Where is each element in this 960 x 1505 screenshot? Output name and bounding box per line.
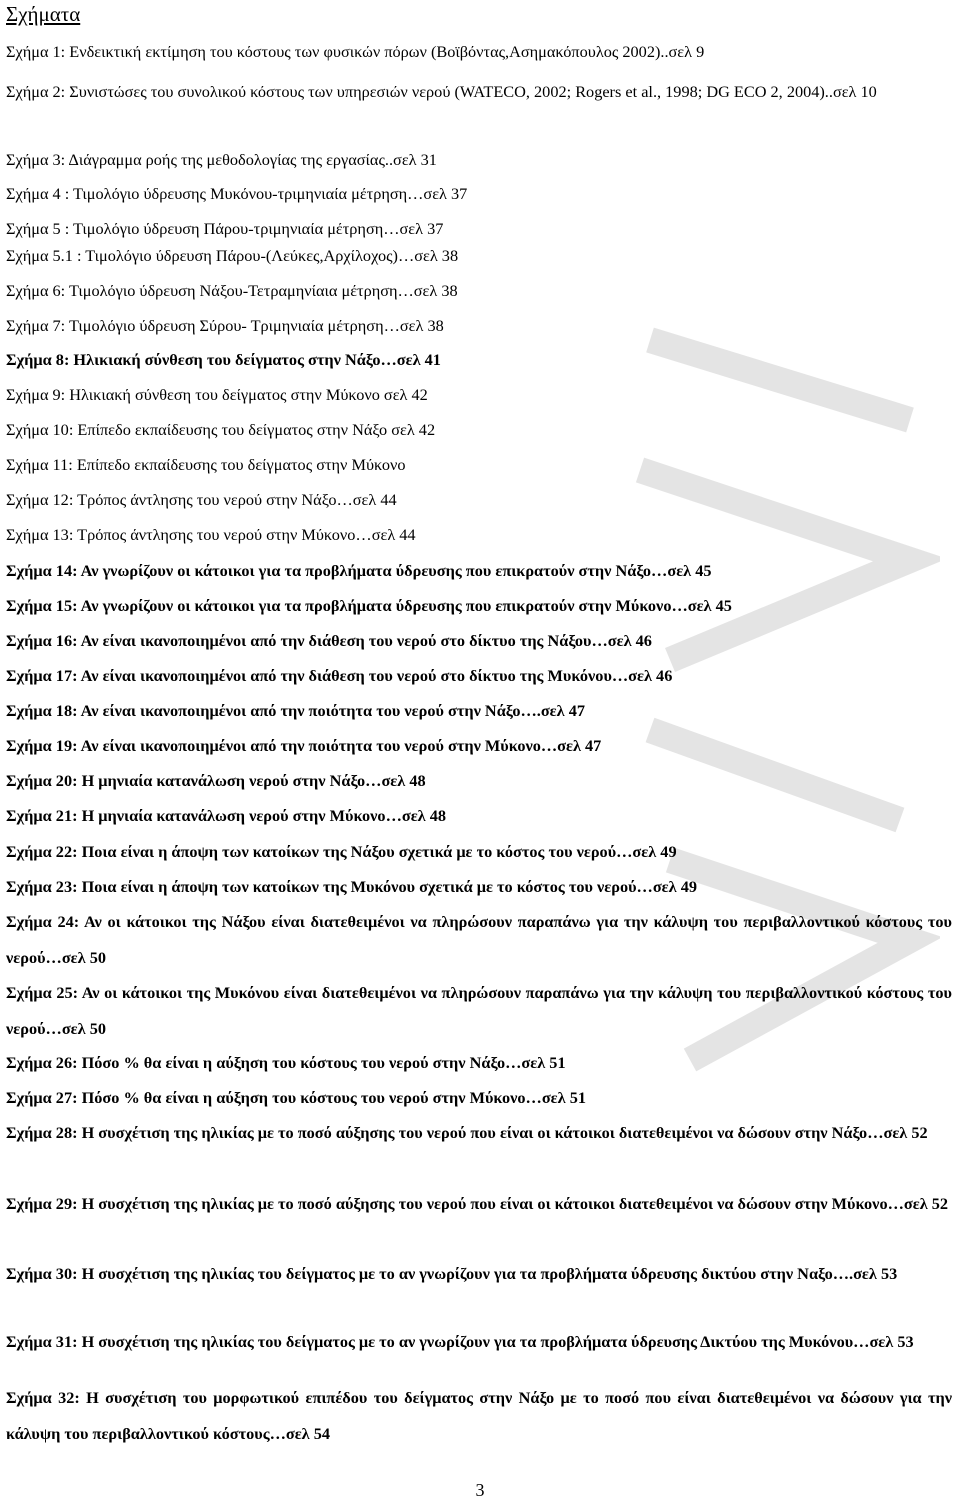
list-item: Σχήμα 4 : Τιμολόγιο ύδρευσης Μυκόνου-τριμηνιαία μέτρηση…σελ 37 — [6, 184, 468, 203]
list-item: Σχήμα 26: Πόσο % θα είναι η αύξηση του κόστους του νερού στην Νάξο…σελ 51 — [6, 1053, 566, 1072]
list-item: Σχήμα 28: Η συσχέτιση της ηλικίας με το ποσό αύξησης του νερού που είναι οι κάτοικοι διατεθειμένοι να δώσουν στην Νάξο…σελ 52 — [6, 1123, 928, 1142]
list-item: Σχήμα 14: Αν γνωρίζουν οι κάτοικοι για τα προβλήματα ύδρευσης που επικρατούν στην Νάξο…σελ 45 — [6, 561, 712, 580]
list-item: Σχήμα 12: Τρόπος άντλησης του νερού στην Νάξο…σελ 44 — [6, 490, 397, 509]
list-item: Σχήμα 11: Επίπεδο εκπαίδευσης του δείγματος στην Μύκονο — [6, 455, 406, 474]
list-item: Σχήμα 29: Η συσχέτιση της ηλικίας με το ποσό αύξησης του νερού που είναι οι κάτοικοι διατεθειμένοι να δώσουν στην Μύκονο…σελ 52 — [6, 1194, 949, 1213]
list-item: Σχήμα 16: Αν είναι ικανοποιημένοι από την διάθεση του νερού στο δίκτυο της Νάξου…σελ 46 — [6, 631, 652, 650]
list-item: Σχήμα 2: Συνιστώσες του συνολικού κόστους των υπηρεσιών νερού (WATECO, 2002; Rogers et al., 1998; DG ECO 2, 2004)..σελ 10 — [6, 82, 877, 101]
list-item: Σχήμα 21: Η μηνιαία κατανάλωση νερού στην Μύκονο…σελ 48 — [6, 806, 447, 825]
list-item: Σχήμα 32: Η συσχέτιση του μορφωτικού επιπέδου του δείγματος στην Νάξο με το ποσό που είναι διατεθειμένοι να δώσουν για την κάλυψη του περιβαλλοντικού κόστους…σελ 54 — [6, 1388, 952, 1443]
list-item: Σχήμα 19: Αν είναι ικανοποιημένοι από την ποιότητα του νερού στην Μύκονο…σελ 47 — [6, 736, 602, 755]
list-item: Σχήμα 9: Ηλικιακή σύνθεση του δείγματος στην Μύκονο σελ 42 — [6, 385, 428, 404]
list-item: Σχήμα 30: Η συσχέτιση της ηλικίας του δείγματος με το αν γνωρίζουν για τα προβλήματα ύδρευσης δικτύου στην Ναξο….σελ 53 — [6, 1264, 898, 1283]
list-item: Σχήμα 5 : Τιμολόγιο ύδρευση Πάρου-τριμηνιαία μέτρηση…σελ 37 — [6, 219, 444, 238]
list-item: Σχήμα 10: Επίπεδο εκπαίδευσης του δείγματος στην Νάξο σελ 42 — [6, 420, 436, 439]
list-item: Σχήμα 23: Ποια είναι η άποψη των κατοίκων της Μυκόνου σχετικά με το κόστος του νερού…σελ 49 — [6, 877, 697, 896]
list-item: Σχήμα 13: Τρόπος άντλησης του νερού στην Μύκονο…σελ 44 — [6, 525, 416, 544]
page-number: 3 — [475, 1480, 485, 1500]
list-item: Σχήμα 15: Αν γνωρίζουν οι κάτοικοι για τα προβλήματα ύδρευσης που επικρατούν στην Μύκονο…σελ 45 — [6, 596, 732, 615]
list-item: Σχήμα 24: Αν οι κάτοικοι της Νάξου είναι διατεθειμένοι να πληρώσουν παραπάνω για την κάλυψη του περιβαλλοντικού κόστους του νερού…σελ 50 — [6, 912, 952, 967]
list-item: Σχήμα 5.1 : Τιμολόγιο ύδρευση Πάρου-(Λεύκες,Αρχίλοχος)…σελ 38 — [6, 246, 459, 265]
page-title: Σχήματα — [6, 2, 81, 26]
list-item: Σχήμα 22: Ποια είναι η άποψη των κατοίκων της Νάξου σχετικά με το κόστος του νερού…σελ 49 — [6, 842, 677, 861]
list-item: Σχήμα 31: Η συσχέτιση της ηλικίας του δείγματος με το αν γνωρίζουν για τα προβλήματα ύδρευσης Δικτύου της Μυκόνου…σελ 53 — [6, 1332, 914, 1351]
list-item: Σχήμα 1: Ενδεικτική εκτίμηση του κόστους των φυσικών πόρων (Βοϊβόντας,Ασημακόπουλος 2002)..σελ 9 — [6, 42, 705, 61]
list-item: Σχήμα 7: Τιμολόγιο ύδρευση Σύρου- Τριμηνιαία μέτρηση…σελ 38 — [6, 316, 444, 335]
list-item: Σχήμα 20: Η μηνιαία κατανάλωση νερού στην Νάξο…σελ 48 — [6, 771, 426, 790]
list-item: Σχήμα 8: Ηλικιακή σύνθεση του δείγματος στην Νάξο…σελ 41 — [6, 350, 441, 369]
list-item: Σχήμα 25: Αν οι κάτοικοι της Μυκόνου είναι διατεθειμένοι να πληρώσουν παραπάνω για την κάλυψη του περιβαλλοντικού κόστους του νερού…σελ 50 — [6, 983, 952, 1038]
list-item: Σχήμα 18: Αν είναι ικανοποιημένοι από την ποιότητα του νερού στην Νάξο….σελ 47 — [6, 701, 585, 720]
list-item: Σχήμα 3: Διάγραμμα ροής της μεθοδολογίας της εργασίας..σελ 31 — [6, 150, 437, 169]
list-item: Σχήμα 17: Αν είναι ικανοποιημένοι από την διάθεση του νερού στο δίκτυο της Μυκόνου…σελ 46 — [6, 666, 673, 685]
list-item: Σχήμα 27: Πόσο % θα είναι η αύξηση του κόστους του νερού στην Μύκονο…σελ 51 — [6, 1088, 586, 1107]
list-item: Σχήμα 6: Τιμολόγιο ύδρευση Νάξου-Τετραμηνίαια μέτρηση…σελ 38 — [6, 281, 458, 300]
